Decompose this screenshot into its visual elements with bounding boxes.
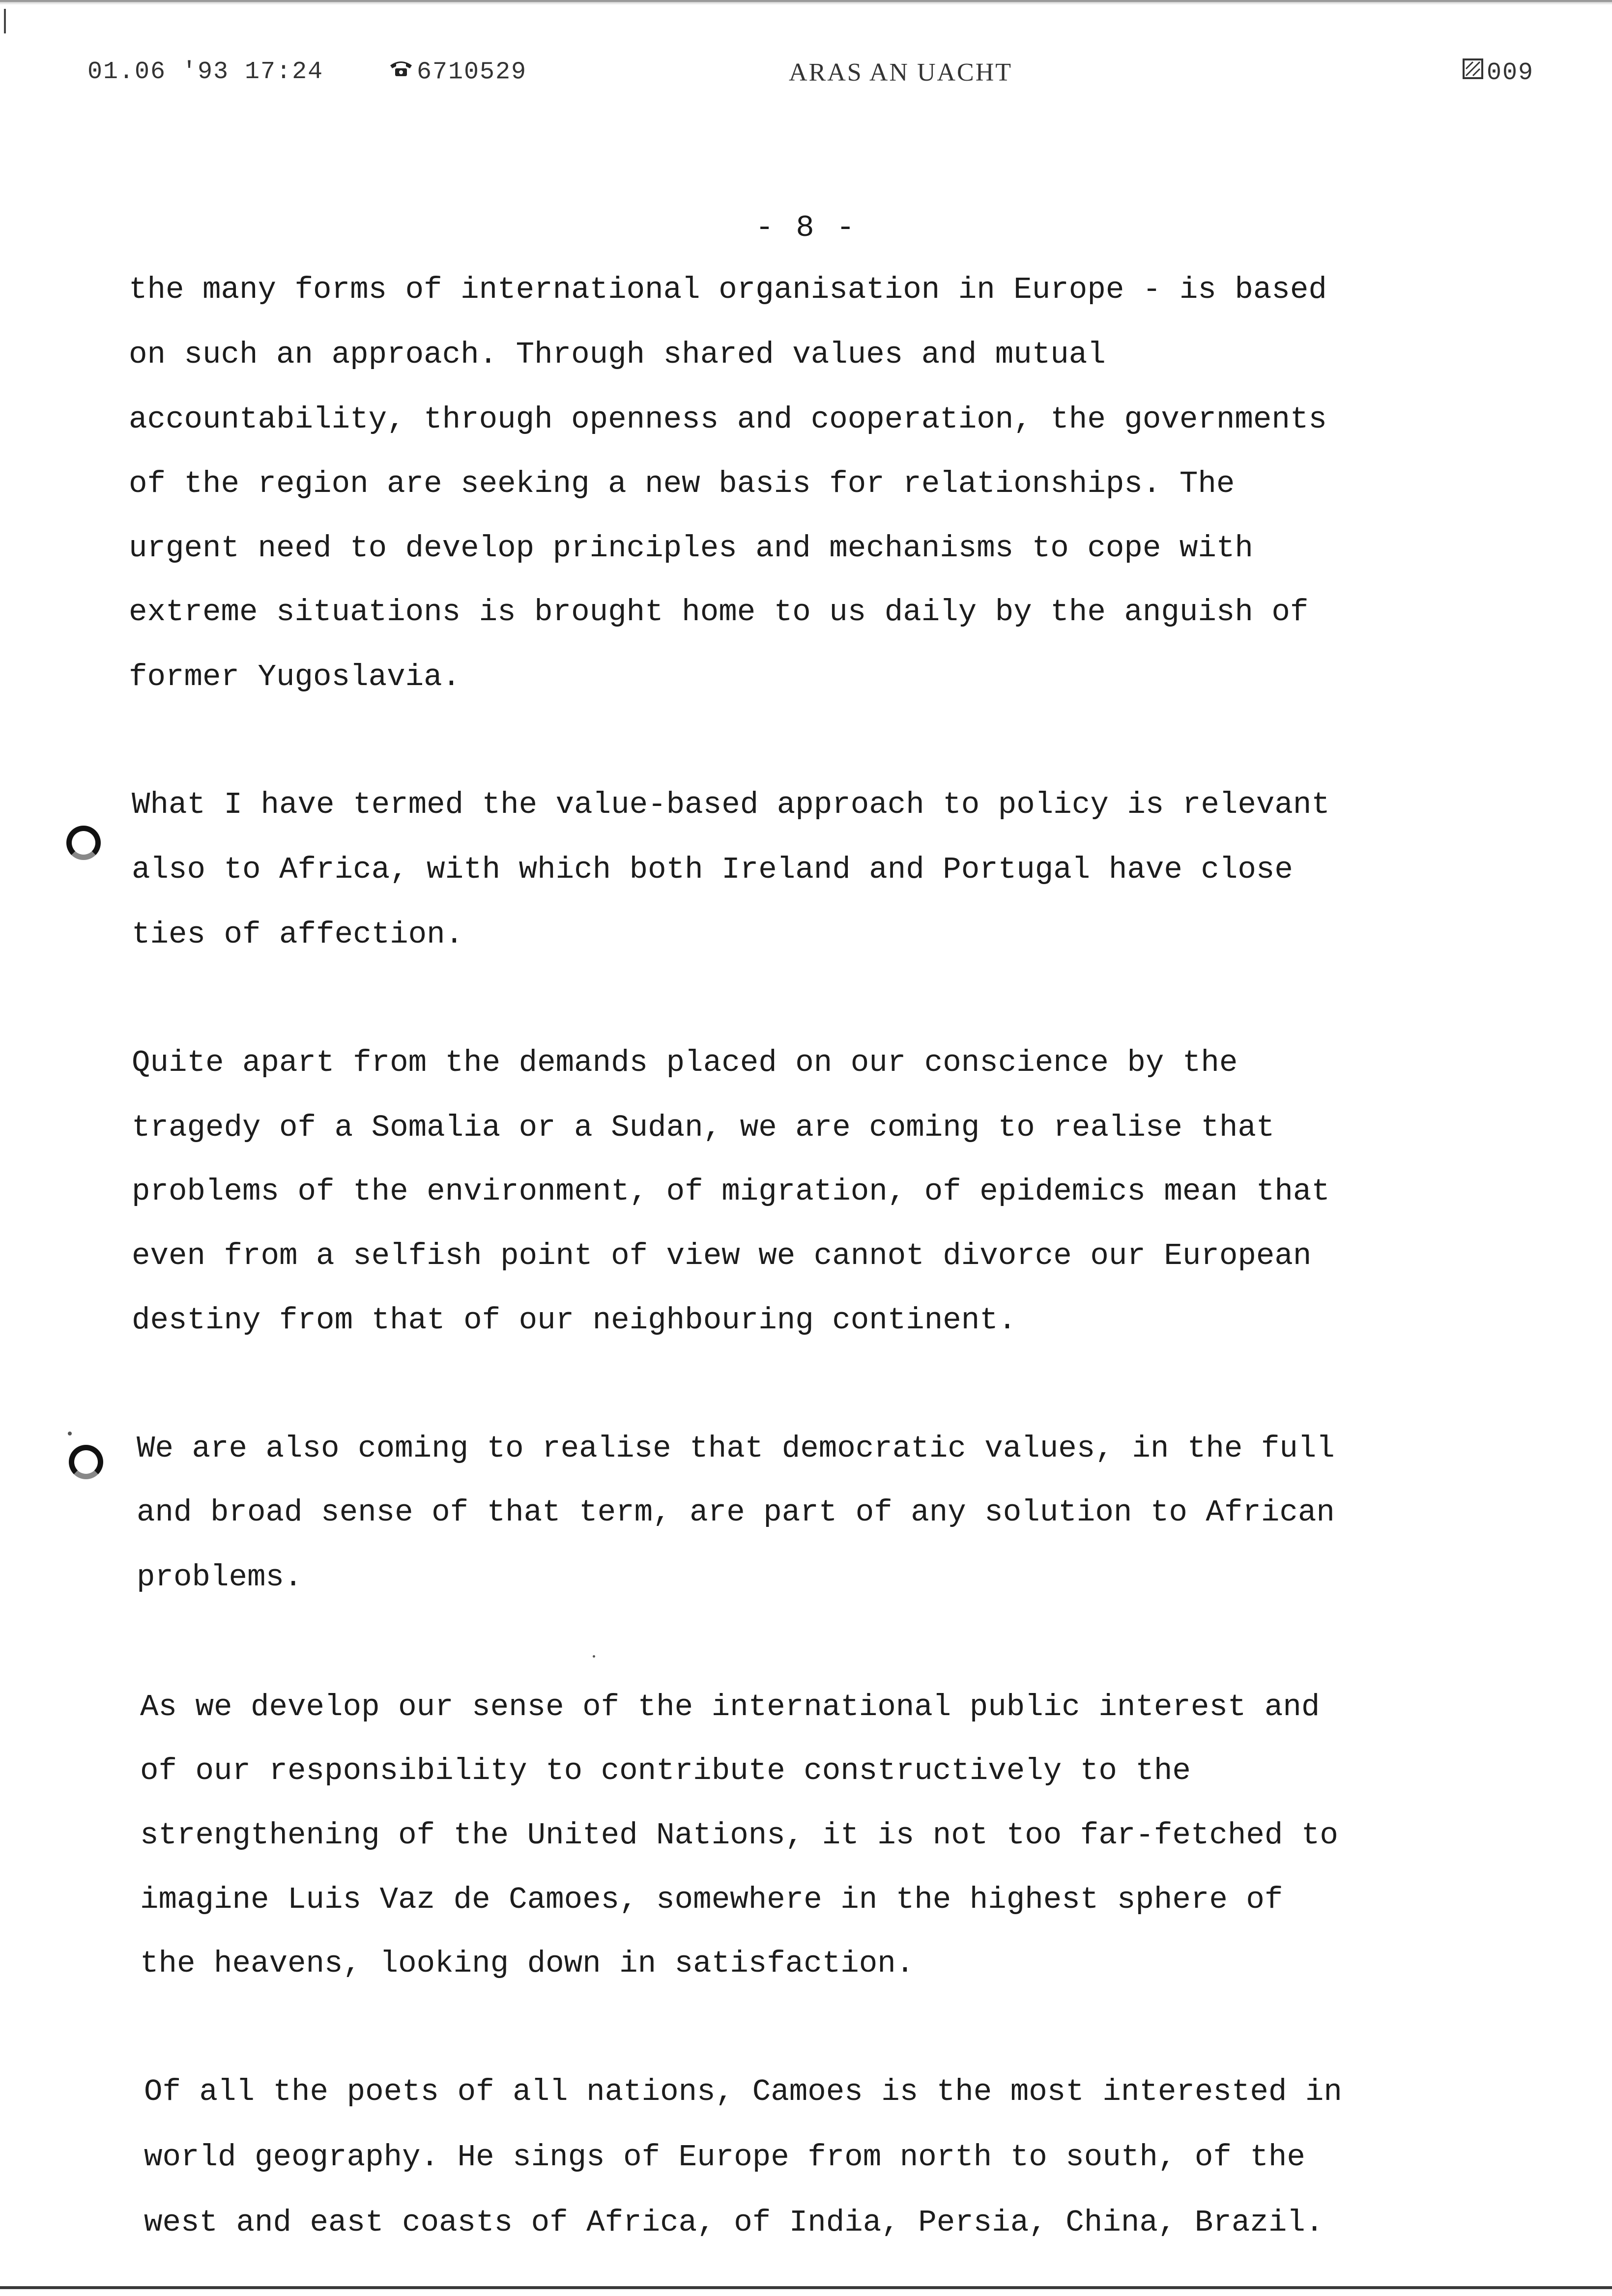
text-line: What I have termed the value-based approach to policy is relevant (132, 787, 1330, 822)
scan-speck (68, 1432, 72, 1435)
fax-date-time: 01.06 '93 17:24 (87, 58, 324, 86)
text-line: the heavens, looking down in satisfaction. (140, 1946, 915, 1981)
text-line: extreme situations is brought home to us daily by the anguish of (129, 595, 1309, 630)
text-line: destiny from that of our neighbouring continent. (132, 1303, 1017, 1338)
text-line: on such an approach. Through shared values and mutual (129, 337, 1106, 372)
fax-page-icon (1462, 58, 1484, 87)
text-line: world geography. He sings of Europe from north to south, of the (144, 2140, 1305, 2175)
fax-page-code-text: 009 (1487, 59, 1534, 87)
text-line: former Yugoslavia. (129, 660, 461, 694)
binder-punch-hole (66, 826, 101, 860)
text-line: also to Africa, with which both Ireland and Portugal have close (132, 852, 1293, 887)
text-line: of the region are seeking a new basis for relationships. The (129, 466, 1235, 501)
text-line: and broad sense of that term, are part of any solution to African (137, 1495, 1335, 1530)
sender-organisation: ARAS AN UACHT (789, 58, 1013, 86)
text-line: urgent need to develop principles and mechanisms to cope with (129, 531, 1253, 566)
text-line: Of all the poets of all nations, Camoes is the most interested in (144, 2074, 1342, 2109)
text-line: We are also coming to realise that democratic values, in the full (137, 1431, 1335, 1466)
page-bottom-edge (0, 2286, 1612, 2289)
text-line: of our responsibility to contribute constructively to the (140, 1753, 1191, 1788)
page-number: - 8 - (755, 210, 857, 245)
text-line: west and east coasts of Africa, of India, Persia, China, Brazil. (144, 2205, 1324, 2240)
text-line: tragedy of a Somalia or a Sudan, we are coming to realise that (132, 1110, 1275, 1145)
text-line: problems. (137, 1560, 303, 1595)
text-line: As we develop our sense of the international public interest and (140, 1690, 1320, 1724)
text-line: even from a selfish point of view we cannot divorce our European (132, 1238, 1312, 1273)
scan-speck (593, 1655, 595, 1658)
phone-number-text: 6710529 (417, 58, 527, 86)
text-line: accountability, through openness and cooperation, the governments (129, 402, 1327, 437)
text-line: strengthening of the United Nations, it is not too far-fetched to (140, 1818, 1338, 1853)
text-line: problems of the environment, of migration, of epidemics mean that (132, 1174, 1330, 1209)
scan-margin-mark (4, 9, 6, 33)
text-line: the many forms of international organisation in Europe - is based (129, 272, 1327, 307)
binder-punch-hole (69, 1445, 103, 1479)
fax-transmission-edge (0, 0, 1612, 5)
text-line: Quite apart from the demands placed on our conscience by the (132, 1045, 1238, 1080)
fax-page-code (1462, 58, 1534, 87)
text-line: imagine Luis Vaz de Camoes, somewhere in the highest sphere of (140, 1882, 1283, 1917)
text-line: ties of affection. (132, 917, 464, 952)
fax-phone-number (388, 58, 527, 86)
telephone-icon (388, 58, 414, 86)
